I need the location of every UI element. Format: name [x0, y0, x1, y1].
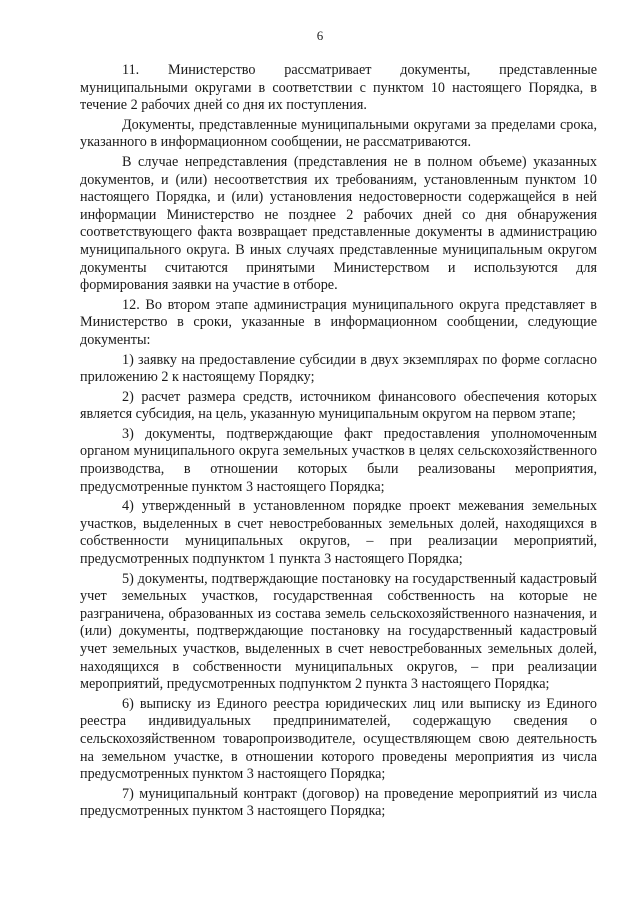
list-item-3: 3) документы, подтверждающие факт предоставления уполномоченным органом муниципального округа земельных участков в целях сельскохозяйственного производства, в отношении которых были реализованы мероприятия, предусмотренные пунктом 3 настоящего Порядка;: [80, 425, 597, 495]
paragraph-non-submission: В случае непредставления (представления не в полном объеме) указанных документов, и (или) несоответствия их требованиям, установленным пунктом 10 настоящего Порядка, и (или) установления недостоверности содержащейся в ней информации Министерство не позднее 2 рабочих дней со дня обнаружения соответствующего факта возвращает представленные документы в администрацию муниципального округа. В иных случаях представленные муниципальным округом документы считаются принятыми Министерством и используются для формирования заявки на участие в отборе.: [80, 153, 597, 294]
paragraph-12: 12. Во втором этапе администрация муниципального округа представляет в Министерство в сроки, указанные в информационном сообщении, следующие документы:: [80, 296, 597, 348]
document-body: [80, 62, 597, 823]
list-item-2: 2) расчет размера средств, источником финансового обеспечения которых является субсидия, на цель, указанную муниципальным округом на первом этапе;: [80, 388, 597, 423]
list-item-7: 7) муниципальный контракт (договор) на проведение мероприятий из числа предусмотренных пунктом 3 настоящего Порядка;: [80, 785, 597, 820]
list-item-6: 6) выписку из Единого реестра юридических лиц или выписку из Единого реестра индивидуальных предпринимателей, содержащую сведения о сельскохозяйственном товаропроизводителе, осуществляющем свою деятельность на земельном участке, в отношении которого проведены мероприятия из числа предусмотренных пунктом 3 настоящего Порядка;: [80, 695, 597, 783]
page-number: 6: [316, 28, 324, 43]
list-item-5: 5) документы, подтверждающие постановку на государственный кадастровый учет земельных участков, государственная собственность на которые не разграничена, образованных из состава земель сельскохозяйственного назначения, и (или) документы, подтверждающие постановку на государственный кадастровый учет земельных участков, выделенных в счет невостребованных земельных долей, находящихся в собственности муниципальных округов, – при реализации мероприятий, предусмотренных подпунктом 2 пункта 3 настоящего Порядка;: [80, 570, 597, 693]
paragraph-late-documents: Документы, представленные муниципальными округами за пределами срока, указанного в информационном сообщении, не рассматриваются.: [80, 116, 597, 151]
list-item-4: 4) утвержденный в установленном порядке проект межевания земельных участков, выделенных в счет невостребованных земельных долей, находящихся в собственности муниципальных округов, – при реализации мероприятий, предусмотренных подпунктом 1 пункта 3 настоящего Порядка;: [80, 498, 597, 568]
paragraph-11: 11. Министерство рассматривает документы, представленные муниципальными округами в соответствии с пунктом 10 настоящего Порядка, в течение 2 рабочих дней со дня их поступления.: [80, 62, 597, 114]
list-item-1: 1) заявку на предоставление субсидии в двух экземплярах по форме согласно приложению 2 к настоящему Порядку;: [80, 351, 597, 386]
